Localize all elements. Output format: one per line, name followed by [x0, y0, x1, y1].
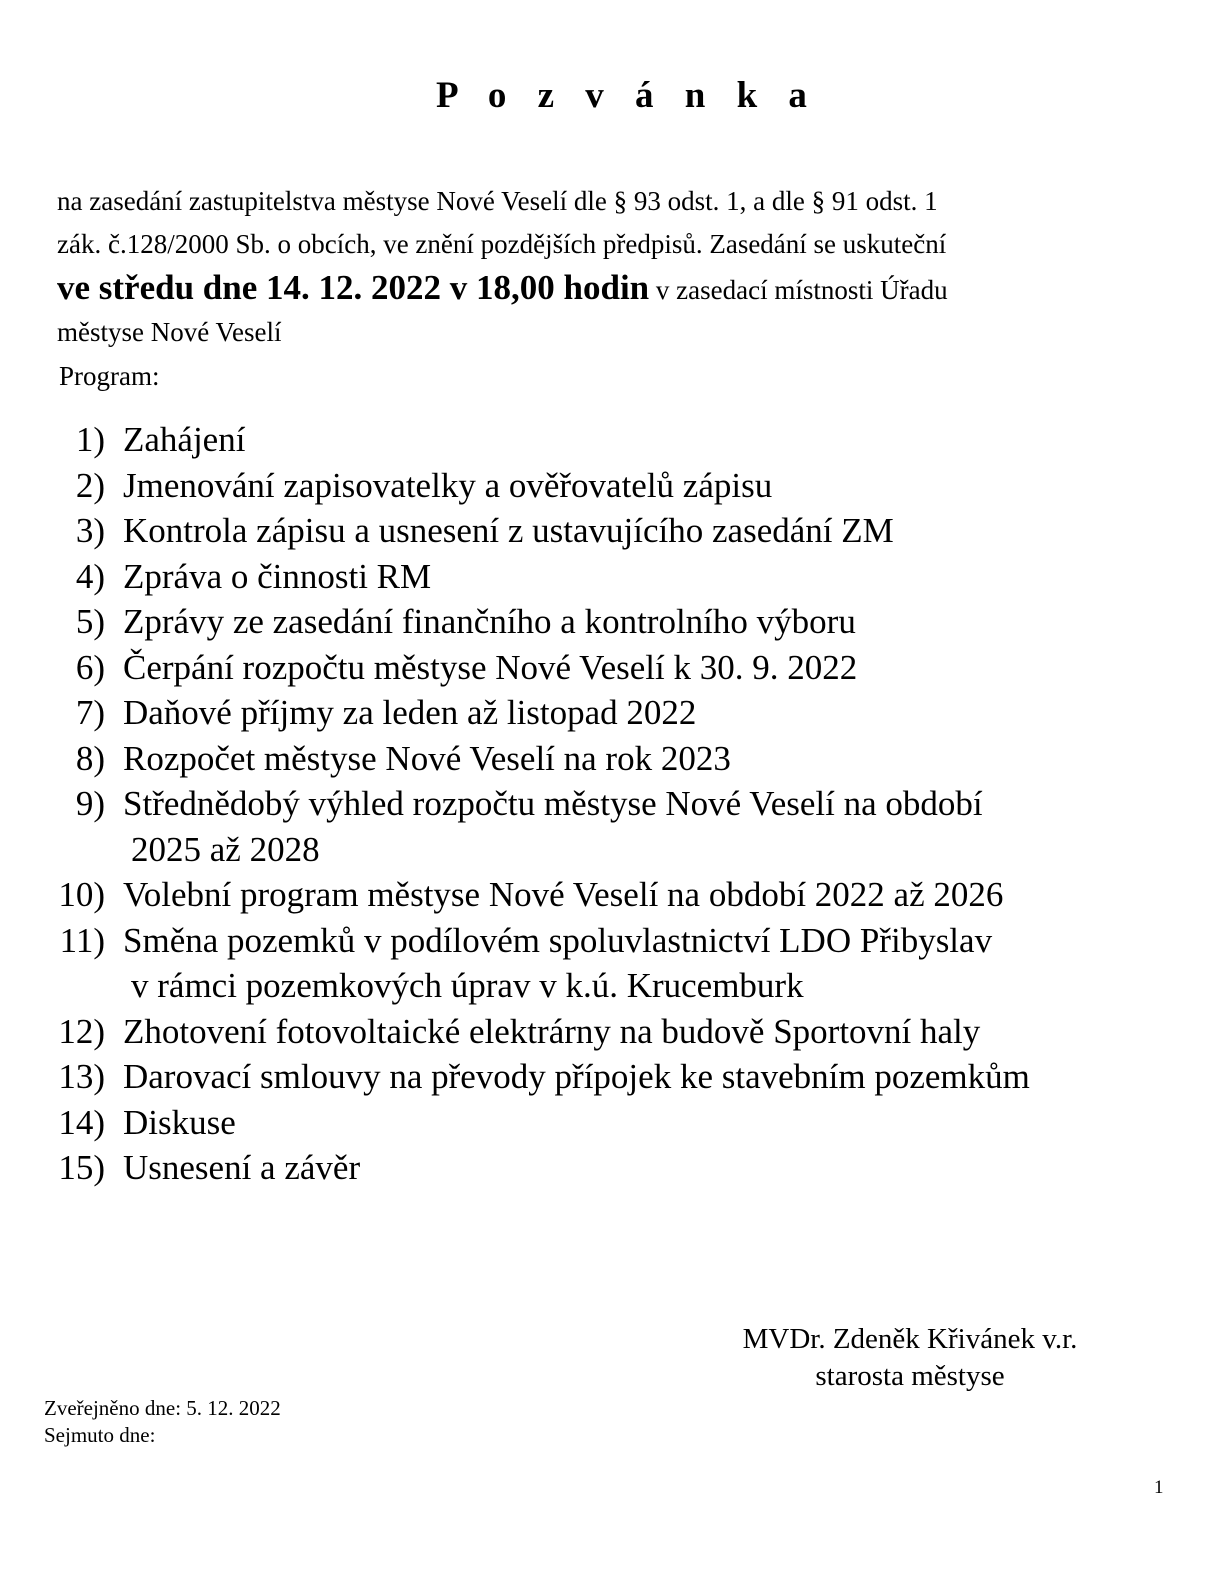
- agenda-item: [0, 1145, 1224, 1191]
- agenda-item-number: 15): [58, 1148, 105, 1187]
- intro-line-3: [57, 266, 1157, 311]
- agenda-item-number: 11): [59, 920, 105, 960]
- agenda-item-text: Zahájení: [123, 420, 246, 459]
- agenda-item-text-continuation: 2025 až 2028: [131, 829, 320, 869]
- agenda-item-text: Volební program městyse Nové Veselí na období 2022 až 2026: [123, 875, 1004, 914]
- agenda-item-text-block: [123, 1145, 1224, 1191]
- agenda-item-text-block: [123, 781, 1224, 872]
- agenda-item-text-block: [123, 690, 1224, 736]
- agenda-item-text-block: [123, 417, 1224, 463]
- intro-line-2: zák. č.128/2000 Sb. o obcích, ve znění pozdějších předpisů. Zasedání se uskuteční: [57, 229, 947, 259]
- agenda-item: [0, 736, 1224, 782]
- agenda-item-text-block: [123, 1009, 1224, 1055]
- agenda-item-text-block: [123, 508, 1224, 554]
- agenda-item-text: Čerpání rozpočtu městyse Nové Veselí k 30. 9. 2022: [123, 647, 858, 687]
- agenda-item-text-continuation: v rámci pozemkových úprav v k.ú. Krucemburk: [131, 966, 804, 1005]
- agenda-item-number: 12): [58, 1011, 105, 1051]
- agenda-item-number: 14): [58, 1102, 105, 1142]
- agenda-item-text: Směna pozemků v podílovém spoluvlastnictví LDO Přibyslav: [123, 920, 993, 960]
- agenda-item-number: 13): [58, 1057, 105, 1096]
- agenda-item-text: Kontrola zápisu a usnesení z ustavujícího zasedání ZM: [123, 511, 894, 550]
- agenda-item: [0, 417, 1224, 463]
- agenda-item: [0, 508, 1224, 554]
- agenda-item-text-block: [123, 554, 1224, 600]
- agenda-item: [0, 781, 1224, 872]
- invitation-intro: [57, 180, 1157, 354]
- agenda-item-text: Rozpočet městyse Nové Veselí na rok 2023: [123, 738, 731, 778]
- agenda-item-number: 7): [75, 693, 105, 732]
- agenda-item-text-block: [123, 1100, 1224, 1146]
- agenda-item: [0, 1100, 1224, 1146]
- agenda-item-text: Diskuse: [123, 1102, 236, 1142]
- agenda-item-number: 2): [75, 465, 105, 505]
- agenda-item: [0, 872, 1224, 918]
- meeting-place: v zasedací místnosti Úřadu: [649, 275, 948, 305]
- agenda-item-number: 10): [58, 875, 105, 914]
- agenda-item-text: Zprávy ze zasedání finančního a kontrolního výboru: [123, 602, 856, 641]
- agenda-item-number: 6): [75, 647, 105, 687]
- agenda-item: [0, 1054, 1224, 1100]
- agenda-item: [0, 1009, 1224, 1055]
- agenda-item: [0, 645, 1224, 691]
- agenda-item-text: Střednědobý výhled rozpočtu městyse Nové Veselí na období: [123, 784, 983, 823]
- publication-info: [44, 1395, 281, 1449]
- intro-line-4: městyse Nové Veselí: [57, 317, 282, 347]
- agenda-item-number: 3): [75, 511, 105, 550]
- agenda-item-text-block: [123, 599, 1224, 645]
- agenda-item-text: Zhotovení fotovoltaické elektrárny na budově Sportovní haly: [123, 1011, 981, 1051]
- program-label: Program:: [59, 361, 160, 391]
- agenda-item-text-block: [123, 1054, 1224, 1100]
- agenda-item-text: Zpráva o činnosti RM: [123, 556, 432, 596]
- agenda-item-number: 5): [75, 602, 105, 641]
- agenda-item: [0, 554, 1224, 600]
- agenda-item-text-block: [123, 872, 1224, 918]
- published-date: Zveřejněno dne: 5. 12. 2022: [44, 1396, 281, 1420]
- signatory-role: starosta městyse: [815, 1360, 1005, 1392]
- removed-date: Sejmuto dne:: [44, 1423, 156, 1447]
- page-number: 1: [1154, 1477, 1164, 1498]
- agenda-item: [0, 918, 1224, 1009]
- agenda-item-text-block: [123, 736, 1224, 782]
- agenda-item: [0, 599, 1224, 645]
- agenda-item-number: 9): [75, 784, 105, 823]
- agenda-item-text-block: [123, 463, 1224, 509]
- agenda-item-text-block: [123, 918, 1224, 1009]
- meeting-date-time: ve středu dne 14. 12. 2022 v 18,00 hodin: [57, 268, 650, 307]
- intro-line-1: na zasedání zastupitelstva městyse Nové Veselí dle § 93 odst. 1, a dle § 91 odst. 1: [57, 186, 938, 216]
- agenda-item-number: 4): [75, 556, 105, 596]
- agenda-item-text: Darovací smlouvy na převody přípojek ke stavebním pozemkům: [123, 1057, 1030, 1096]
- signatory-name: MVDr. Zdeněk Křivánek v.r.: [742, 1323, 1078, 1355]
- agenda-item: [0, 463, 1224, 509]
- agenda-item-text: Usnesení a závěr: [123, 1148, 361, 1187]
- agenda-item: [0, 690, 1224, 736]
- agenda-item-number: 8): [75, 738, 105, 778]
- signature-block: [700, 1321, 1120, 1395]
- agenda-item-text-block: [123, 645, 1224, 691]
- agenda-item-text: Daňové příjmy za leden až listopad 2022: [123, 693, 697, 732]
- agenda-item-text: Jmenování zapisovatelky a ověřovatelů zápisu: [123, 465, 773, 505]
- agenda-item-number: 1): [75, 420, 105, 459]
- agenda-list: [0, 417, 1224, 1191]
- document-title: P o z v á n k a: [436, 75, 818, 116]
